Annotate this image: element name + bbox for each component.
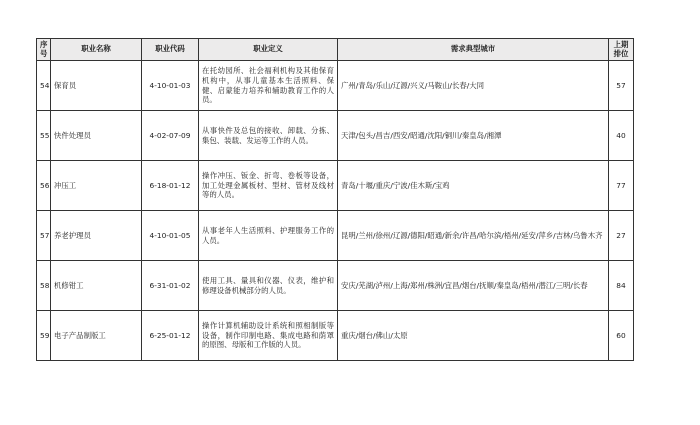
- table-row: [37, 261, 634, 311]
- header-definition: 职业定义: [199, 39, 338, 61]
- row-cities: 广州/青岛/乐山/辽源/兴义/马鞍山/长春/大同: [338, 61, 609, 111]
- row-definition: 操作计算机辅助设计系统和照相制版等设备，制作印制电路、集成电路和荫罩的原图、母版和工作版的人员。: [199, 311, 338, 361]
- row-rank: 40: [609, 111, 634, 161]
- table-row: [37, 61, 634, 111]
- row-cities: 青岛/十堰/重庆/宁波/佳木斯/宝鸡: [338, 161, 609, 211]
- row-name: 快件处理员: [51, 111, 142, 161]
- header-rank: 上期排位: [609, 39, 634, 61]
- row-rank: 77: [609, 161, 634, 211]
- row-no: 57: [37, 211, 51, 261]
- header-no: 序号: [37, 39, 51, 61]
- row-rank: 60: [609, 311, 634, 361]
- row-code: 4-02-07-09: [142, 111, 199, 161]
- table-row: [37, 161, 634, 211]
- row-cities: 重庆/烟台/佛山/太原: [338, 311, 609, 361]
- row-name: 养老护理员: [51, 211, 142, 261]
- row-definition: 在托幼园所、社会福利机构及其他保育机构中，从事儿童基本生活照料、保健、启蒙能力培养和辅助教育工作的人员。: [199, 61, 338, 111]
- row-cities: 天津/包头/昌吉/西安/昭通/沈阳/铜川/秦皇岛/湘潭: [338, 111, 609, 161]
- row-name: 保育员: [51, 61, 142, 111]
- row-definition: 从事快件及总包的接收、卸载、分拣、集包、装载、发运等工作的人员。: [199, 111, 338, 161]
- table-row: [37, 211, 634, 261]
- row-code: 6-18-01-12: [142, 161, 199, 211]
- row-name: 冲压工: [51, 161, 142, 211]
- row-name: 电子产品制版工: [51, 311, 142, 361]
- row-cities: 安庆/芜湖/泸州/上海/郑州/株洲/宜昌/烟台/抚顺/秦皇岛/梧州/潜江/三明/长春: [338, 261, 609, 311]
- table-row: [37, 111, 634, 161]
- row-rank: 27: [609, 211, 634, 261]
- row-definition: 使用工具、量具和仪器、仪表，维护和修理设备机械部分的人员。: [199, 261, 338, 311]
- table-header-row: [37, 39, 634, 61]
- occupation-table: [36, 38, 634, 361]
- header-cities: 需求典型城市: [338, 39, 609, 61]
- row-no: 55: [37, 111, 51, 161]
- row-rank: 84: [609, 261, 634, 311]
- row-code: 6-25-01-12: [142, 311, 199, 361]
- row-code: 6-31-01-02: [142, 261, 199, 311]
- table-row: [37, 311, 634, 361]
- row-no: 56: [37, 161, 51, 211]
- row-rank: 57: [609, 61, 634, 111]
- row-code: 4-10-01-03: [142, 61, 199, 111]
- row-no: 59: [37, 311, 51, 361]
- row-name: 机修钳工: [51, 261, 142, 311]
- row-no: 54: [37, 61, 51, 111]
- row-no: 58: [37, 261, 51, 311]
- header-code: 职业代码: [142, 39, 199, 61]
- row-code: 4-10-01-05: [142, 211, 199, 261]
- row-definition: 从事老年人生活照料、护理服务工作的人员。: [199, 211, 338, 261]
- row-cities: 昆明/兰州/徐州/辽源/德阳/昭通/新余/许昌/哈尔滨/梧州/延安/萍乡/吉林/乌鲁木齐: [338, 211, 609, 261]
- header-name: 职业名称: [51, 39, 142, 61]
- row-definition: 操作冲压、钣金、折弯、卷板等设备，加工处理金属板材、型材、管材及线材等的人员。: [199, 161, 338, 211]
